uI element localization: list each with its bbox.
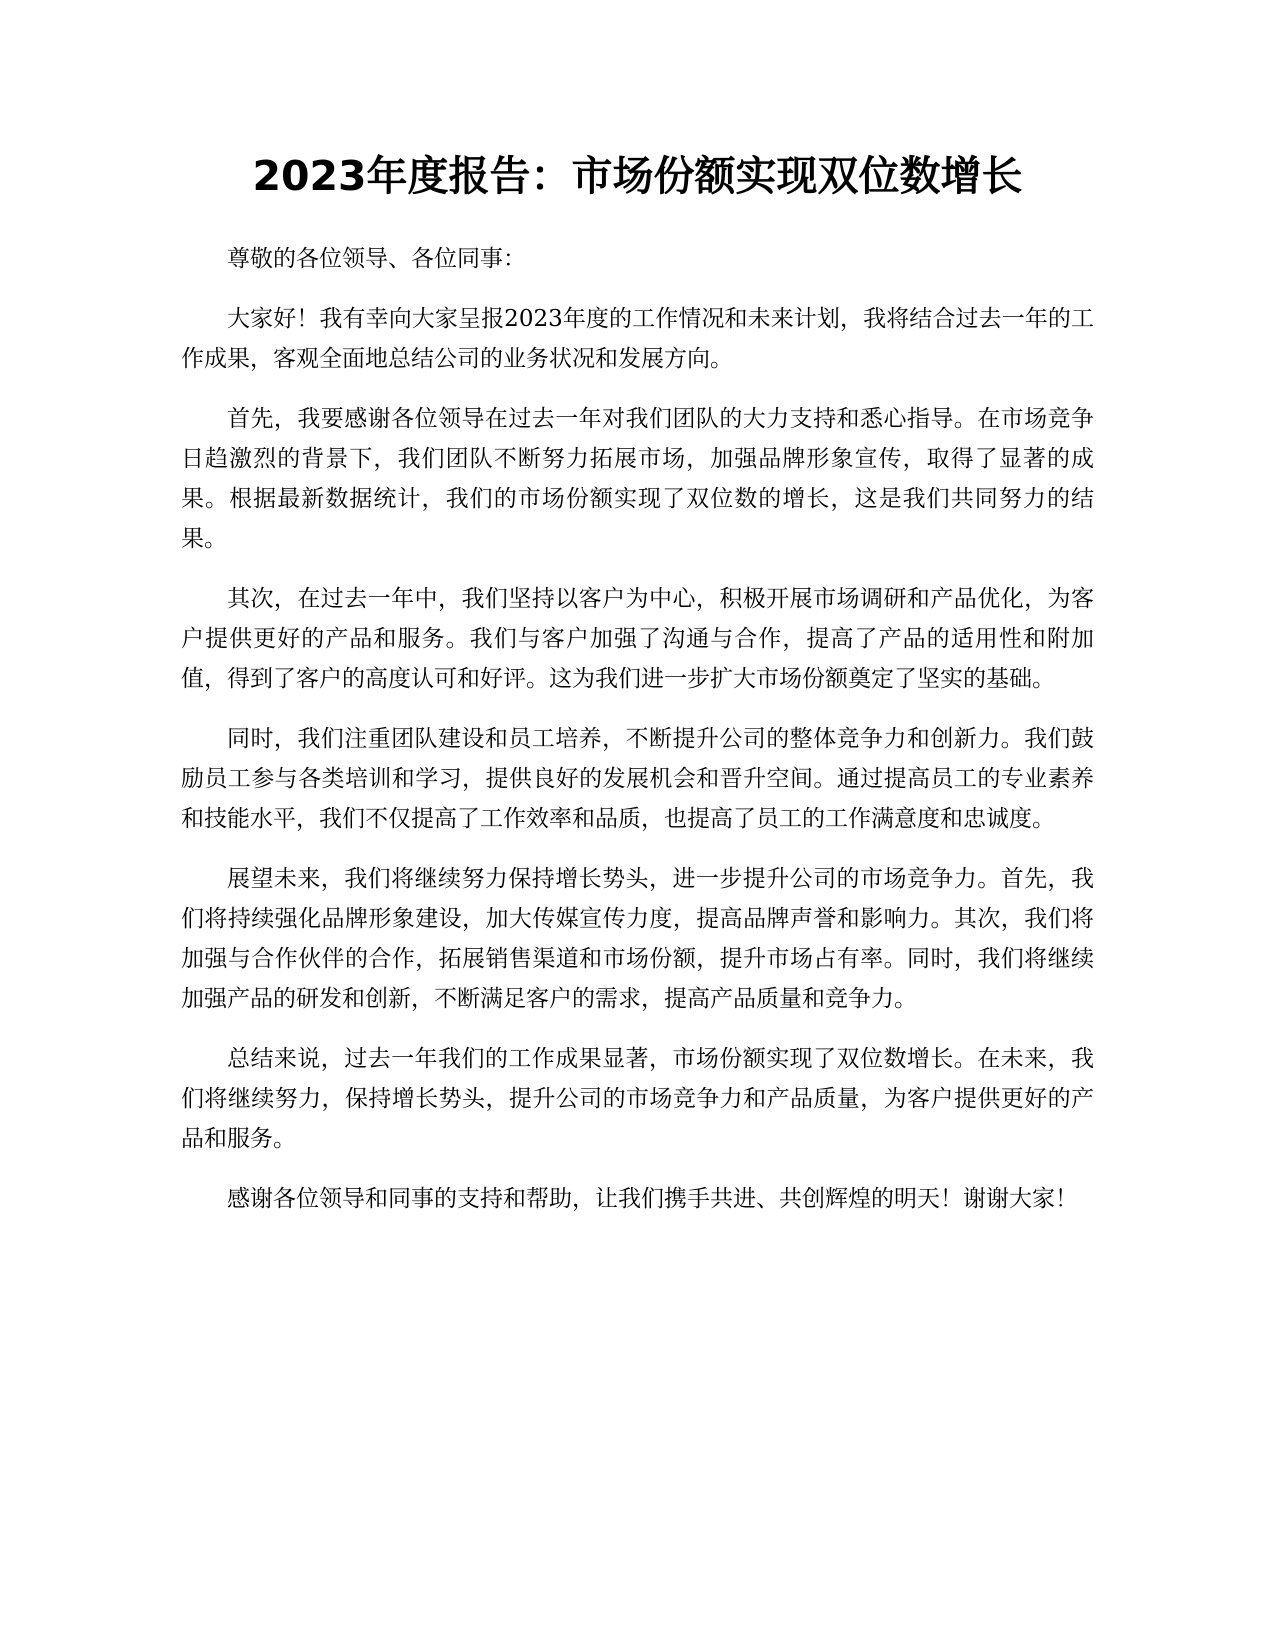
paragraph-team-building: 同时，我们注重团队建设和员工培养，不断提升公司的整体竞争力和创新力。我们鼓励员工参与各类培训和学习，提供良好的发展机会和晋升空间。通过提高员工的专业素养和技能水平，我们不仅提高了工作效率和品质，也提高了员工的工作满意度和忠诚度。 (181, 726, 1094, 832)
document-title: 2023年度报告：市场份额实现双位数增长 (252, 152, 1023, 200)
paragraph-greeting: 大家好！我有幸向大家呈报2023年度的工作情况和未来计划，我将结合过去一年的工作成果，客观全面地总结公司的业务状况和发展方向。 (181, 306, 1094, 372)
salutation: 尊敬的各位领导、各位同事： (227, 246, 526, 272)
paragraph-summary: 总结来说，过去一年我们的工作成果显著，市场份额实现了双位数增长。在未来，我们将继续努力，保持增长势头，提升公司的市场竞争力和产品质量，为客户提供更好的产品和服务。 (181, 1046, 1094, 1152)
paragraph-customer-focus: 其次，在过去一年中，我们坚持以客户为中心，积极开展市场调研和产品优化，为客户提供更好的产品和服务。我们与客户加强了沟通与合作，提高了产品的适用性和附加值，得到了客户的高度认可和好评。这为我们进一步扩大市场份额奠定了坚实的基础。 (181, 586, 1094, 692)
document-page (181, 150, 1094, 1219)
paragraph-outlook: 展望未来，我们将继续努力保持增长势头，进一步提升公司的市场竞争力。首先，我们将持续强化品牌形象建设，加大传媒宣传力度，提高品牌声誉和影响力。其次，我们将加强与合作伙伴的合作，拓展销售渠道和市场份额，提升市场占有率。同时，我们将继续加强产品的研发和创新，不断满足客户的需求，提高产品质量和竞争力。 (181, 866, 1094, 1012)
paragraph-thanks-leadership: 首先，我要感谢各位领导在过去一年对我们团队的大力支持和悉心指导。在市场竞争日趋激烈的背景下，我们团队不断努力拓展市场，加强品牌形象宣传，取得了显著的成果。根据最新数据统计，我们的市场份额实现了双位数的增长，这是我们共同努力的结果。 (181, 406, 1094, 552)
paragraph-closing: 感谢各位领导和同事的支持和帮助，让我们携手共进、共创辉煌的明天！谢谢大家！ (227, 1186, 1078, 1212)
